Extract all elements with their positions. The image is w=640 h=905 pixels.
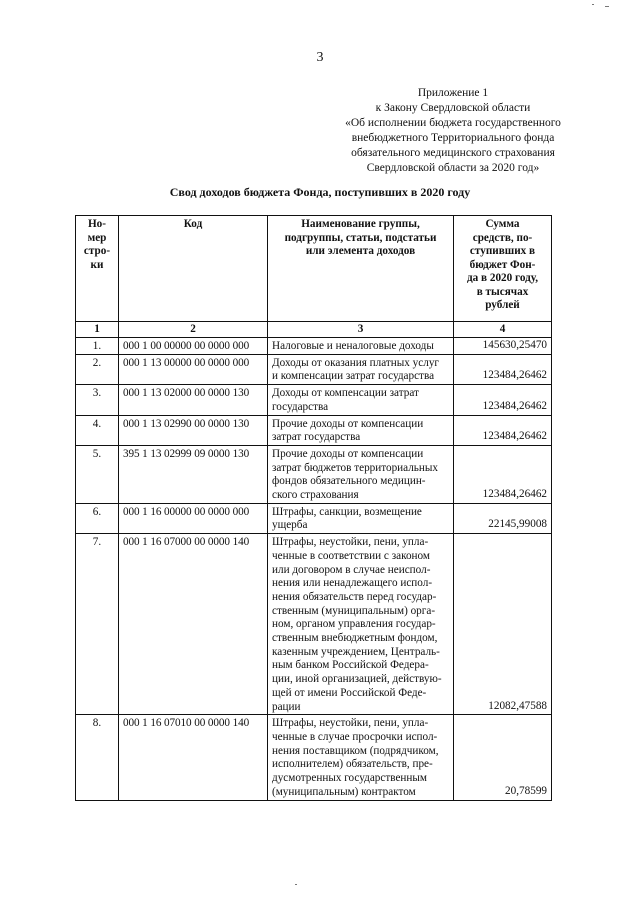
row-name: Прочие доходы от компенсации затрат государства <box>268 415 454 445</box>
header-row-number: Но- мер стро- ки <box>76 216 119 322</box>
table-row <box>76 534 552 715</box>
header-amount: Сумма средств, по- ступивших в бюджет Фон- да в 2020 году, в тысячах рублей <box>454 216 552 322</box>
row-code: 000 1 16 07010 00 0000 140 <box>119 715 268 800</box>
row-name: Налоговые и неналоговые доходы <box>268 338 454 355</box>
appendix-line: внебюджетного Территориального фонда <box>351 132 555 144</box>
row-name: Прочие доходы от компенсации затрат бюджетов территориальных фондов обязательного медицин- ского страхования <box>268 445 454 503</box>
row-number: 8. <box>76 715 119 800</box>
row-name: Штрафы, санкции, возмещение ущерба <box>268 503 454 533</box>
row-amount: 123484,26462 <box>454 415 552 445</box>
table-row <box>76 415 552 445</box>
column-number: 2 <box>119 322 268 338</box>
row-amount: 123484,26462 <box>454 354 552 384</box>
revenue-table <box>75 215 552 801</box>
row-code: 000 1 16 07000 00 0000 140 <box>119 534 268 715</box>
table-row <box>76 385 552 415</box>
table-row <box>76 445 552 503</box>
row-name: Доходы от компенсации затрат государства <box>268 385 454 415</box>
row-number: 6. <box>76 503 119 533</box>
column-number: 1 <box>76 322 119 338</box>
appendix-line: к Закону Свердловской области <box>375 102 531 114</box>
row-number: 4. <box>76 415 119 445</box>
table-row <box>76 503 552 533</box>
row-amount: 123484,26462 <box>454 385 552 415</box>
row-amount: 145630,25470 <box>454 338 552 355</box>
row-amount: 123484,26462 <box>454 445 552 503</box>
scan-artifact <box>605 6 609 7</box>
row-number: 7. <box>76 534 119 715</box>
document-title: Свод доходов бюджета Фонда, поступивших в 2020 году <box>169 185 471 199</box>
row-amount: 20,78599 <box>454 715 552 800</box>
row-name: Штрафы, неустойки, пени, упла- ченные в случае просрочки испол- нения поставщиком (подрядчиком, исполнителем) обязательств, пре- дусмотренных государственным (муниципальным) контрактом <box>268 715 454 800</box>
row-name: Штрафы, неустойки, пени, упла- ченные в соответствии с законом или договором в случае неиспол- нения или ненадлежащего испол- нения обязательств перед государ- ственным (муниципальным) орга- ном, органом управления государ- ственным внебюджетным фондом, казенным учреждением, Централь- ным банком Российской Федера- ции, иной организацией, действую- щей от имени Российской Феде- рации <box>268 534 454 715</box>
row-amount: 22145,99008 <box>454 503 552 533</box>
page-number: 3 <box>316 50 324 65</box>
row-code: 000 1 13 02990 00 0000 130 <box>119 415 268 445</box>
scan-artifact <box>295 884 297 885</box>
appendix-line: «Об исполнении бюджета государственного <box>345 117 561 129</box>
row-code: 000 1 16 00000 00 0000 000 <box>119 503 268 533</box>
row-name: Доходы от оказания платных услуг и компенсации затрат государства <box>268 354 454 384</box>
row-amount: 12082,47588 <box>454 534 552 715</box>
row-code: 000 1 13 02000 00 0000 130 <box>119 385 268 415</box>
row-number: 3. <box>76 385 119 415</box>
table-row <box>76 354 552 384</box>
column-number: 4 <box>454 322 552 338</box>
table-row <box>76 715 552 800</box>
header-name: Наименование группы, подгруппы, статьи, подстатьи или элемента доходов <box>268 216 454 322</box>
table-row <box>76 338 552 355</box>
row-number: 1. <box>76 338 119 355</box>
scan-artifact <box>592 4 594 5</box>
appendix-line: обязательного медицинского страхования <box>351 147 555 159</box>
appendix-heading <box>330 86 576 176</box>
header-row <box>76 216 552 322</box>
column-numbers-row <box>76 322 552 338</box>
row-number: 2. <box>76 354 119 384</box>
row-code: 000 1 13 00000 00 0000 000 <box>119 354 268 384</box>
row-code: 000 1 00 00000 00 0000 000 <box>119 338 268 355</box>
column-number: 3 <box>268 322 454 338</box>
row-code: 395 1 13 02999 09 0000 130 <box>119 445 268 503</box>
header-code: Код <box>119 216 268 322</box>
row-number: 5. <box>76 445 119 503</box>
appendix-line: Свердловской области за 2020 год» <box>366 162 540 174</box>
appendix-line: Приложение 1 <box>417 87 489 99</box>
